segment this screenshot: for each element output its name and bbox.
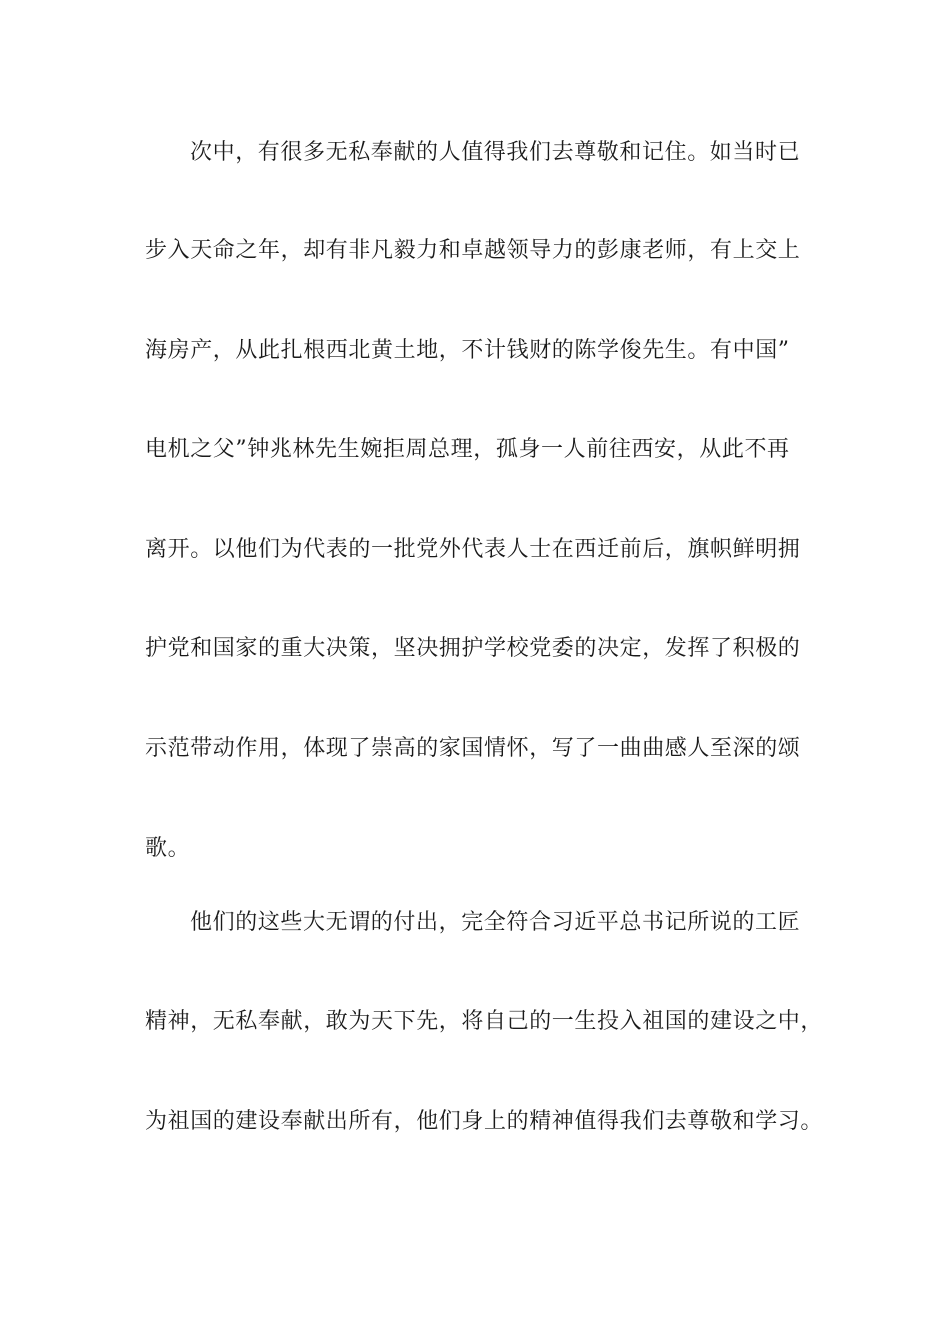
- paragraph-1-line-1: 次中，有很多无私奉献的人值得我们去尊敬和记住。如当时已: [190, 140, 801, 165]
- paragraph-1-line-2: 步入天命之年，却有非凡毅力和卓越领导力的彭康老师，有上交上: [145, 238, 801, 263]
- paragraph-1-line-4: 电机之父”钟兆林先生婉拒周总理，孤身一人前往西安，从此不再: [145, 437, 790, 462]
- paragraph-2-line-3: 为祖国的建设奉献出所有，他们身上的精神值得我们去尊敬和学习。: [145, 1109, 824, 1134]
- paragraph-1-line-3: 海房产，从此扎根西北黄土地，不计钱财的陈学俊先生。有中国”: [145, 338, 790, 363]
- paragraph-1-line-5: 离开。以他们为代表的一批党外代表人士在西迁前后，旗帜鲜明拥: [145, 537, 801, 562]
- paragraph-2-line-1: 他们的这些大无谓的付出，完全符合习近平总书记所说的工匠: [190, 910, 801, 935]
- paragraph-1-line-6: 护党和国家的重大决策，坚决拥护学校党委的决定，发挥了积极的: [145, 636, 801, 661]
- paragraph-2-line-2: 精神，无私奉献，敢为天下先，将自己的一生投入祖国的建设之中，: [145, 1009, 824, 1034]
- paragraph-1-line-8: 歌。: [145, 836, 191, 861]
- paragraph-1-line-7: 示范带动作用，体现了崇高的家国情怀，写了一曲曲感人至深的颂: [145, 736, 801, 761]
